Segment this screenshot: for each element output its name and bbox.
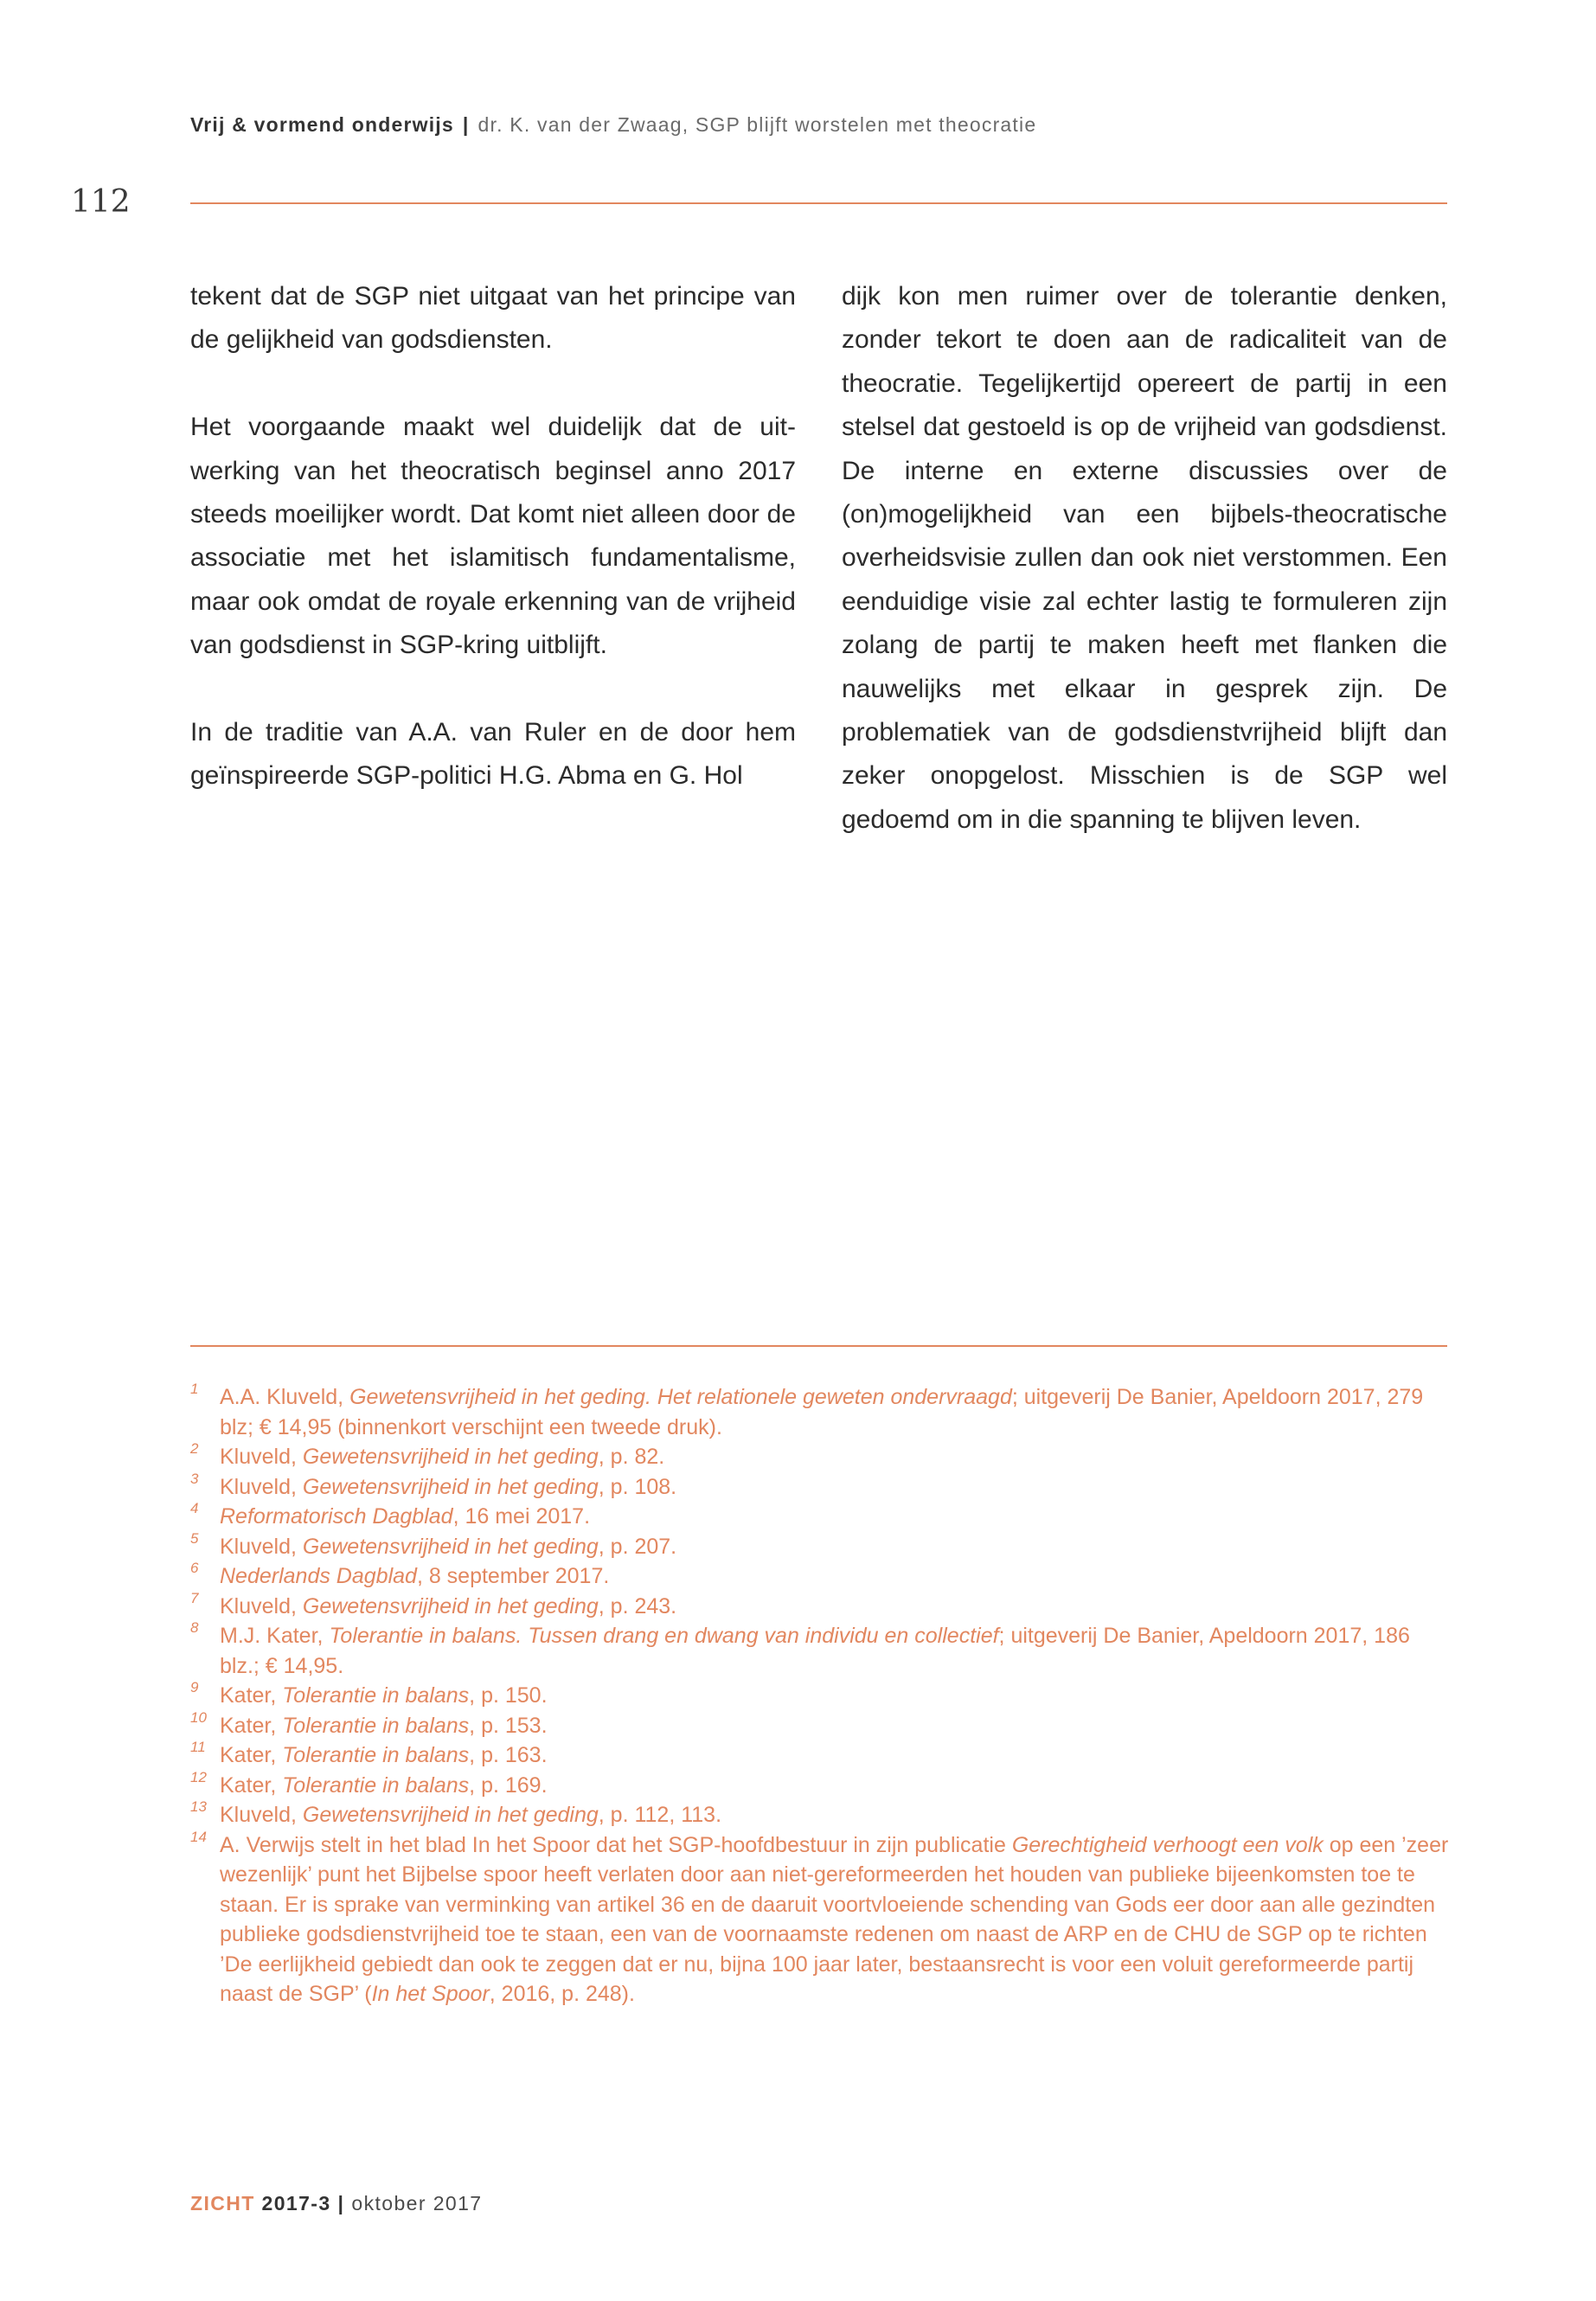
footnote-title: Gewetensvrijheid in het geding <box>302 1803 599 1827</box>
footnote-text: ; uitgeverij De Banier, Apeldoorn 2017, 186 blz.; € 14,95. <box>220 1624 1410 1678</box>
footnote-title: Gewetensvrijheid in het geding <box>302 1474 599 1499</box>
footnote-text: M.J. Kater, <box>220 1624 330 1648</box>
footnote-number: 4 <box>190 1500 199 1516</box>
footnote-text: , 16 mei 2017. <box>452 1504 591 1529</box>
footer-brand: ZICHT <box>190 2192 255 2214</box>
body-paragraph: Het voorgaande maakt wel duidelijk dat de uitwerking van het theocratisch beginsel anno 2017 steeds moeilijker wordt. Dat komt niet alleen door de associatie met het islamitisch fundamentalisme, maar ook omdat de royale erkenning van de vrijheid van godsdienst in SGP-kring uitblijft. <box>190 413 796 660</box>
footnote-number: 1 <box>190 1381 199 1397</box>
footnote-text: Kater, <box>220 1772 283 1798</box>
footnote-title: Tolerantie in balans <box>282 1772 470 1798</box>
footnote-text: , 2016, p. 248). <box>489 1982 635 2006</box>
footnote-text: Kater, <box>220 1713 283 1738</box>
footnote-number: 2 <box>190 1440 199 1457</box>
footnote-title: Gewetensvrijheid in het geding <box>302 1534 599 1559</box>
footnote-number: 11 <box>190 1739 206 1755</box>
footnote-text: , p. 169. <box>469 1772 548 1798</box>
footnote <box>190 1740 1449 1771</box>
footnote <box>190 1561 1449 1592</box>
footnote-text: , p. 150. <box>469 1683 548 1708</box>
footnote <box>190 1502 1449 1532</box>
footnote-rule <box>190 1345 1447 1347</box>
footnote-text: Kater, <box>220 1683 283 1708</box>
footnote-text: Kluveld, <box>220 1803 303 1827</box>
footnote-text: op een ’zeer wezenlijk’ punt het Bijbelse spoor heeft verlaten door aan niet-gereformeerden het houden van publieke bijeenkomsten toe te staan. Er is sprake van verminking van artikel 36 en de daaruit voortvloeiende schending van Gods eer door aan alle gezindten publieke godsdienstvrijheid toe te staan, een van de voornaamste redenen om naast de ARP en de CHU de SGP op te richten ’De eerlijkheid gebiedt dan ook te zeggen dat er nu, bijna 100 jaar later, bestaansrecht is voor een voluit gereformeerde partij naast de SGP’ ( <box>220 1832 1449 2006</box>
footnote-text: Kluveld, <box>220 1445 303 1469</box>
footnote-text: Kater, <box>220 1743 283 1767</box>
footnote-title: Nederlands Dagblad <box>220 1564 417 1588</box>
body-paragraph: tekent dat de SGP niet uitgaat van het principe van de gelijkheid van godsdiensten. <box>190 282 796 355</box>
footnote <box>190 1589 1449 1622</box>
footnote-number: 3 <box>190 1470 199 1487</box>
footnote-number: 14 <box>190 1828 207 1845</box>
footnote-title: Gewetensvrijheid in het geding <box>302 1593 599 1618</box>
footer-separator: | <box>337 2192 345 2214</box>
footnote-text: , p. 112, 113. <box>598 1803 722 1827</box>
footnote-number: 9 <box>190 1679 199 1695</box>
footer-date: oktober 2017 <box>351 2192 483 2214</box>
footnote-text: ; uitgeverij De Banier, Apeldoorn 2017, 279 blz; € 14,95 (binnenkort verschijnt een tweede druk). <box>220 1385 1424 1439</box>
footnote-number: 8 <box>190 1619 199 1636</box>
footnote-text: Kluveld, <box>220 1593 303 1618</box>
footnote-title: Tolerantie in balans <box>282 1743 470 1767</box>
footnote <box>190 1621 1449 1681</box>
footnote-title: Gewetensvrijheid in het geding. Het relationele geweten ondervraagd <box>349 1385 1012 1409</box>
footnote-text: , p. 207. <box>598 1534 677 1559</box>
footnote-title: Gewetensvrijheid in het geding <box>302 1445 599 1469</box>
footnote <box>190 1768 1449 1801</box>
footnote-number: 13 <box>190 1798 207 1815</box>
footnote-text: , p. 82. <box>598 1445 665 1469</box>
footnote-number: 5 <box>190 1529 199 1547</box>
header-rule <box>190 202 1447 204</box>
footnote <box>190 1800 1449 1830</box>
running-header <box>190 113 1453 137</box>
footnote-text: , p. 243. <box>598 1593 677 1618</box>
body-paragraph: dijk kon men ruimer over de tolerantie denken, zonder tekort te doen aan de radicaliteit van de theocratie. Tegelijkertijd opereert de partij in een stelsel dat gestoeld is op de vrijheid van godsdienst. De interne en externe discussies over de (on)mogelijkheid van een bijbels-theocratische overheidsvisie zullen dan ook niet verstommen. Een eenduidige visie zal echter lastig te formuleren zijn zolang de partij te maken heeft met flanken die nauwelijks met elkaar in gesprek zijn. De problematiek van de godsdienstvrijheid blijft dan zeker onopgelost. Misschien is de SGP wel gedoemd om in die spanning te blijven leven. <box>842 282 1447 834</box>
header-series: Vrij & vormend onderwijs <box>190 113 454 136</box>
footnote-title: Tolerantie in balans. Tussen drang en dwang van individu en collectief <box>329 1624 999 1648</box>
body-column-left <box>190 275 796 798</box>
footnote <box>190 1529 1449 1562</box>
footnote <box>190 1382 1449 1442</box>
footnote-number: 12 <box>190 1768 207 1785</box>
footnote-number: 6 <box>190 1560 199 1576</box>
footnote <box>190 1472 1449 1503</box>
header-separator: | <box>462 113 470 136</box>
footnote-number: 10 <box>190 1708 207 1726</box>
footnote-number: 7 <box>190 1589 199 1606</box>
footnote-title: Tolerantie in balans <box>282 1713 470 1738</box>
footnote-text: , p. 108. <box>598 1474 677 1499</box>
footnote-text: A.A. Kluveld, <box>220 1385 350 1409</box>
footnote-text: A. Verwijs stelt in het blad In het Spoor dat het SGP-hoofdbestuur in zijn publicatie <box>220 1832 1012 1857</box>
footnote <box>190 1708 1449 1741</box>
footnotes-list <box>190 1382 1449 2009</box>
footnote-title: Gerechtigheid verhoogt een volk <box>1011 1832 1324 1857</box>
footnote-text: Kluveld, <box>220 1534 303 1559</box>
footer-issue: 2017-3 <box>261 2192 331 2214</box>
footnote <box>190 1442 1449 1472</box>
footnote-text: , p. 163. <box>469 1743 548 1767</box>
running-footer <box>190 2192 482 2215</box>
footnote-title: Reformatorisch Dagblad <box>220 1504 453 1529</box>
page-number: 112 <box>71 184 131 220</box>
footnote-title: Tolerantie in balans <box>282 1683 470 1708</box>
body-paragraph: In de traditie van A.A. van Ruler en de door hem geïnspireerde SGP-politici H.G. Abma en G. Hol <box>190 718 796 791</box>
footnote-text: Kluveld, <box>220 1474 303 1499</box>
header-subtitle: dr. K. van der Zwaag, SGP blijft worstelen met theocratie <box>478 113 1037 136</box>
footnote-text: , p. 153. <box>469 1713 548 1738</box>
footnote <box>190 1830 1449 2009</box>
body-column-right <box>842 275 1447 842</box>
footnote <box>190 1681 1449 1711</box>
footnote-title: In het Spoor <box>371 1982 490 2006</box>
footnote-text: , 8 september 2017. <box>416 1564 610 1588</box>
